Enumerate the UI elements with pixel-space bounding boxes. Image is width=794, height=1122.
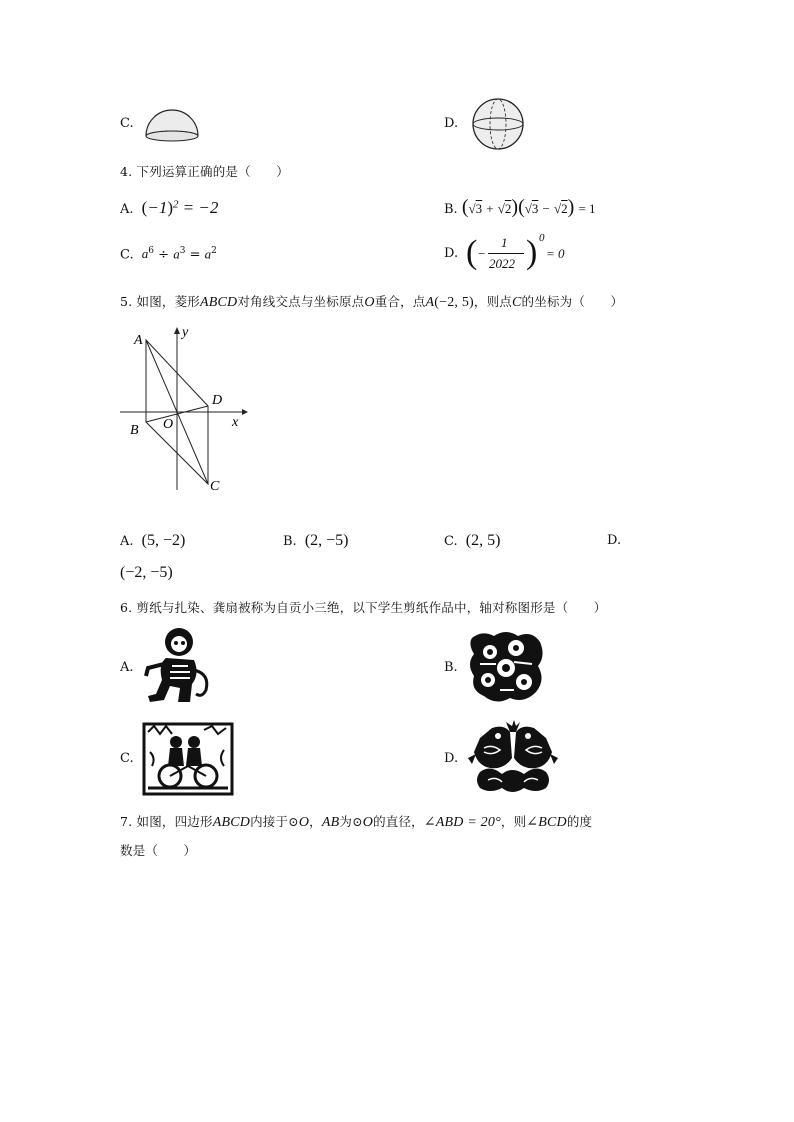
q7-stem-pre: 7. 如图，四边形	[120, 814, 213, 829]
q4-b-rhs: = 1	[578, 201, 596, 216]
q3-option-d-label: D.	[444, 116, 459, 131]
q6-option-d-label: D.	[444, 751, 459, 766]
q7-stem-mid4: ，则	[500, 814, 527, 829]
q5-option-a	[120, 532, 185, 550]
q4-option-b: B. (√3 + √2)(√3 − √2) = 1	[444, 196, 596, 218]
q5-option-a-value: (5, −2)	[141, 532, 186, 549]
q4-b-radicand-3: 3	[531, 201, 539, 216]
label-a: A	[134, 333, 143, 348]
q4-option-b-label: B.	[444, 202, 458, 217]
sphere-figure	[470, 96, 526, 152]
paper-cut-cyclists-image	[142, 722, 234, 796]
label-c: C	[210, 479, 220, 494]
q5-option-b-label: B.	[283, 534, 297, 549]
q4-c-divide: ÷	[158, 247, 170, 263]
hemisphere-figure	[142, 106, 202, 142]
q4-c-term-1: a	[141, 246, 149, 262]
q5-option-c	[444, 532, 500, 550]
paper-cut-flower-pattern-image	[466, 628, 546, 704]
paper-cut-monkey-image	[136, 624, 216, 706]
label-o: O	[163, 417, 174, 432]
q4-c-exp-3: 2	[211, 246, 217, 256]
q4-c-term-3: a	[204, 246, 212, 262]
q5-stem-end: 的坐标为（ ）	[521, 294, 624, 309]
q6-option-b-label: B.	[444, 660, 458, 675]
q4-d-exponent: 0	[539, 232, 545, 244]
label-x: x	[232, 415, 239, 430]
q7-comma: ，	[309, 814, 322, 829]
q5-option-b	[283, 532, 349, 550]
q5-option-d-label: D.	[607, 533, 622, 548]
q4-a-rhs: = −2	[182, 198, 219, 217]
q4-option-a-label: A.	[120, 202, 134, 217]
q7-quad: ABCD	[212, 815, 251, 830]
q4-c-exp-1: 6	[148, 246, 154, 256]
q6-option-a-label: A.	[120, 660, 134, 675]
q5-stem-mid: 对角线交点与坐标原点	[237, 294, 365, 309]
q5-option-c-value: (2, 5)	[465, 532, 501, 549]
q4-d-numerator: 1	[501, 235, 508, 250]
q5-option-c-label: C.	[444, 534, 458, 549]
q4-b-radicand-4: 2	[561, 201, 568, 216]
label-y: y	[182, 325, 189, 340]
q4-option-d-label: D.	[444, 246, 459, 261]
q5-point-a-coord: (−2, 5)	[434, 295, 474, 310]
q5-origin: O	[364, 295, 375, 310]
q6-option-c-label: C.	[120, 751, 134, 766]
q7-stem-mid: 内接于⊙	[250, 814, 299, 829]
q4-option-c	[120, 246, 217, 262]
q4-c-equals: =	[189, 247, 201, 263]
q7-diameter: AB	[321, 815, 340, 830]
q7-angle-given: ∠ABD = 20°	[423, 815, 501, 830]
label-d: D	[212, 393, 223, 408]
q5-option-a-label: A.	[120, 534, 134, 549]
q7-angle-ask: ∠BCD	[526, 815, 567, 830]
q4-option-c-label: C.	[120, 247, 134, 263]
q5-stem-mid2: 重合，点	[374, 294, 426, 309]
q4-option-a: A. $(-1)^2 = -2$	[120, 198, 219, 217]
q5-stem	[120, 292, 623, 311]
q5-point-a: A	[425, 295, 435, 310]
q7-stem-mid2: 为⊙	[339, 814, 363, 829]
q4-b-radicand-1: 3	[475, 201, 483, 216]
y-axis-arrow	[174, 327, 180, 334]
q5-option-b-value: (2, −5)	[304, 532, 349, 549]
q4-d-rhs: = 0	[546, 246, 565, 261]
paper-cut-twin-fish-image	[466, 718, 560, 798]
q7-circle: O	[298, 815, 310, 830]
q4-c-term-2: a	[173, 246, 180, 262]
q7-stem-line1	[120, 812, 592, 831]
q4-d-denominator: 2022	[489, 256, 515, 271]
q7-stem-mid3: 的直径，	[373, 814, 424, 829]
q7-stem-end: 的度	[566, 814, 593, 829]
q7-circle-2: O	[362, 815, 374, 830]
q7-stem-line2: 数是（ ）	[120, 843, 197, 858]
q4-b-radicand-2: 2	[504, 201, 512, 216]
label-b: B	[130, 423, 139, 438]
q5-rhombus: ABCD	[200, 295, 238, 310]
q5-point-c: C	[512, 295, 522, 310]
q6-stem: 6. 剪纸与扎染、龚扇被称为自贡小三绝，以下学生剪纸作品中，轴对称图形是（ ）	[120, 600, 607, 615]
q4-stem: 4. 下列运算正确的是（ ）	[120, 164, 289, 179]
rhombus-coordinate-diagram	[116, 322, 256, 494]
q4-c-exp-2: 3	[179, 246, 186, 256]
q4-a-exponent: 2	[173, 198, 179, 211]
q5-stem-mid3: ，则点	[473, 294, 512, 309]
q5-stem-pre: 5. 如图，菱形	[120, 294, 200, 309]
q5-option-d-value: (−2, −5)	[120, 564, 173, 581]
x-axis-arrow	[242, 409, 248, 415]
q3-option-c-label: C.	[120, 116, 134, 131]
q4-a-base: −1	[147, 198, 168, 217]
